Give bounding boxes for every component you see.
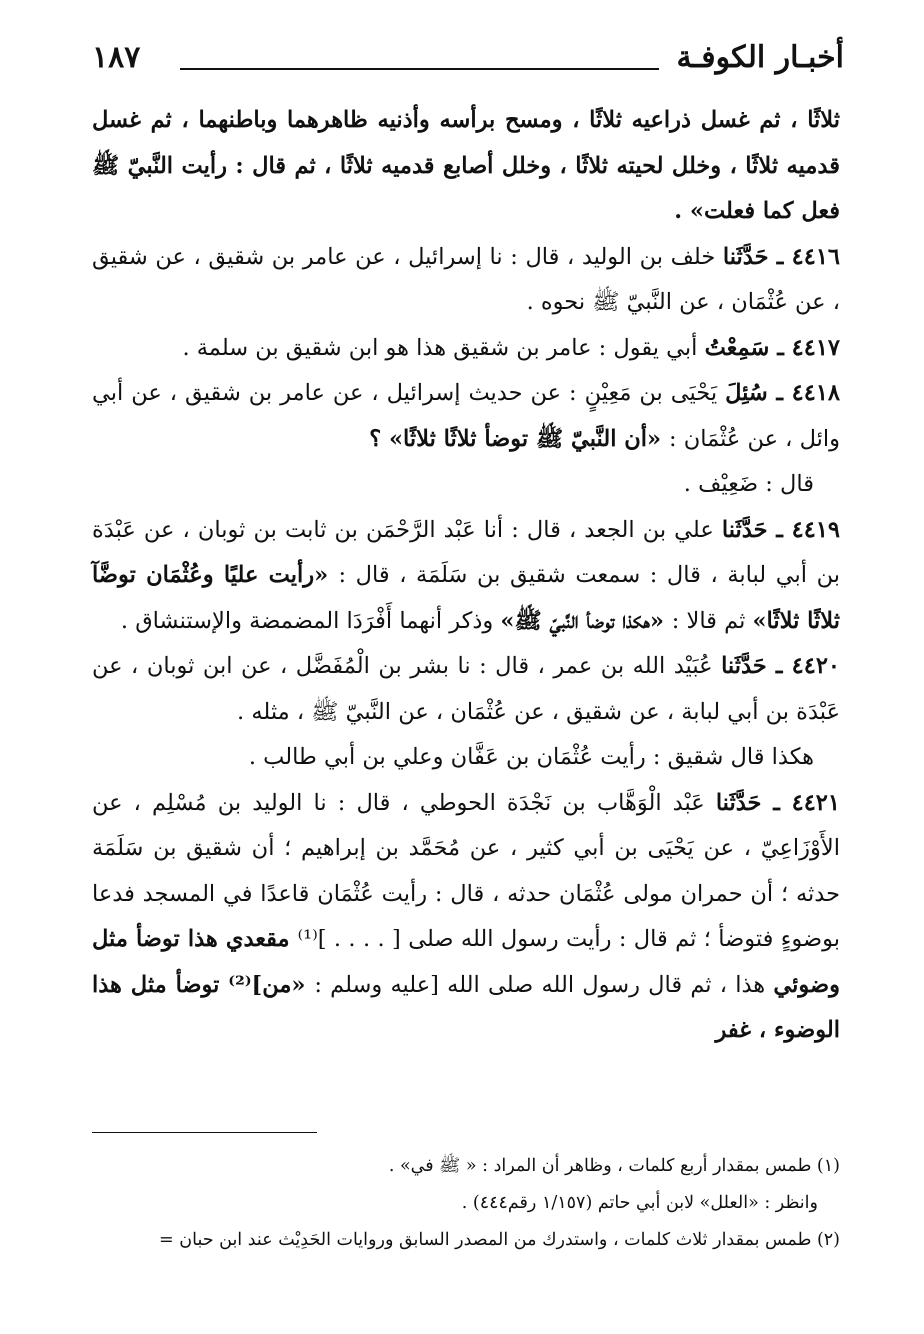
- hadith-text: علي بن الجعد ، قال : أنا عَبْد الرَّحْمَن بن ثابت بن ثوبان ، عن عَبْدَة بن أبي لبابة ، قال : سمعت شقيق بن سَلَمَة ، قال :: [92, 516, 840, 588]
- hadith-lead: ٤٤١٦ ـ حَدَّثَنا: [722, 243, 840, 270]
- footnotes: [92, 1148, 840, 1259]
- hadith-lead: ٤٤٢٠ ـ حَدَّثَنا: [721, 653, 840, 679]
- hadith-text: هذا ، ثم قال رسول الله صلى الله [عليه وسلم :: [314, 971, 774, 998]
- hadith-lead: ٤٤١٨ ـ سُئِلَ: [725, 380, 840, 406]
- hadith-quote: مقعدي هذا توضأ مثل وضوئي: [92, 926, 840, 998]
- hadith-text: أبي يقول : عامر بن شقيق هذا هو ابن شقيق بن سلمة .: [182, 334, 705, 361]
- hadith-4421: [92, 781, 840, 1054]
- footnote-2: (٢) طمس بمقدار ثلاث كلمات ، واستدرك من المصدر السابق وروايات الحَدِيْث عند ابن حبان =: [159, 1230, 840, 1250]
- hadith-quote: «رأيت عليًا وعُثْمَان توضَّآ ثلاثًا ثلاثًا»: [92, 562, 840, 634]
- hadith-lead: ٤٤١٧ ـ سَمِعْتُ: [704, 334, 840, 361]
- hadith-quote: «أن النَّبيّ ﷺ توضأ ثلاثًا ثلاثًا» ؟: [369, 425, 669, 452]
- footnote-1-continued: وانظر : «العلل» لابن أبي حاتم (١/١٥٧ رقم٤٤٤) .: [461, 1193, 818, 1213]
- hadith-text: ثم قالا :: [671, 607, 753, 634]
- hadith-4418-note: قال : ضَعِيْف .: [683, 471, 814, 497]
- hadith-4416: [92, 235, 840, 326]
- hadith-lead: ٤٤١٩ ـ حَدَّثَنا: [721, 516, 840, 543]
- hadith-4420: [92, 644, 840, 735]
- main-text: [92, 98, 840, 1054]
- hadith-text: خلف بن الوليد ، قال : نا إسرائيل ، عن عامر بن شقيق ، عن شقيق ، عن عُثْمَان ، عن النَّبيّ ﷺ نحوه .: [92, 243, 840, 315]
- footnote-rule: [92, 1132, 317, 1133]
- hadith-text: يَحْيَى بن مَعِيْنٍ : عن حديث إسرائيل ، عن عامر بن شقيق ، عن أبي وائل ، عن عُثْمَان :: [92, 380, 840, 452]
- hadith-quote: «من]⁽²⁾ توضأ مثل هذا الوضوء ، غفر: [92, 971, 840, 1043]
- hadith-4417: [92, 326, 840, 372]
- hadith-lead: ٤٤٢١ ـ حَدَّثَنا: [715, 789, 840, 816]
- hadith-quote: «هكذا توضأ النَّبيّ ﷺ»: [500, 607, 672, 634]
- hadith-4420-note: هكذا قال شقيق : رأيت عُثْمَان بن عَفَّان وعلي بن أبي طالب .: [248, 744, 814, 770]
- hadith-4418: [92, 371, 840, 462]
- header-rule: [180, 68, 659, 70]
- hadith-text: عُبَيْد الله بن عمر ، قال : نا بشر بن الْمُفَضَّل ، عن ابن ثوبان ، عن عَبْدَة بن أبي لبابة ، عن شقيق ، عن عُثْمَان ، عن النَّبيّ ﷺ ، مثله .: [92, 653, 840, 725]
- footnote-1: (١) طمس بمقدار أربع كلمات ، وظاهر أن المراد : « ﷺ في» .: [388, 1156, 840, 1176]
- hadith-4419: [92, 508, 840, 645]
- hadith-text: عَبْد الْوَهَّاب بن نَجْدَة الحوطي ، قال : نا الوليد بن مُسْلِم ، عن الأَوْزَاعِيّ ، عن يَحْيَى بن أبي كثير ، عن مُحَمَّد بن إبراهيم ؛ أن شقيق بن سَلَمَة حدثه ؛ أن حمران مولى عُثْمَان حدثه ، قال : رأيت عُثْمَان قاعدًا في المسجد فدعا بوضوءٍ فتوضأ ؛ ثم قال : رأيت رسول الله صلى [ . . . . ]⁽¹⁾: [92, 789, 841, 952]
- page-number: ١٨٧: [92, 40, 141, 75]
- paragraph-continuation: ثلاثًا ، ثم غسل ذراعيه ثلاثًا ، ومسح برأسه وأذنيه ظاهرهما وباطنهما ، ثم غسل قدميه ثلاثًا ، وخلل لحيته ثلاثًا ، وخلل أصابع قدميه ثلاثًا ، ثم قال : رأيت النَّبيّ ﷺ فعل كما فعلت» .: [92, 107, 840, 224]
- running-title: أخبـار الكوفـة: [676, 40, 844, 75]
- hadith-text: وذكر أنهما أَفْرَدَا المضمضة والإستنشاق .: [120, 607, 501, 634]
- page-header: [92, 38, 844, 82]
